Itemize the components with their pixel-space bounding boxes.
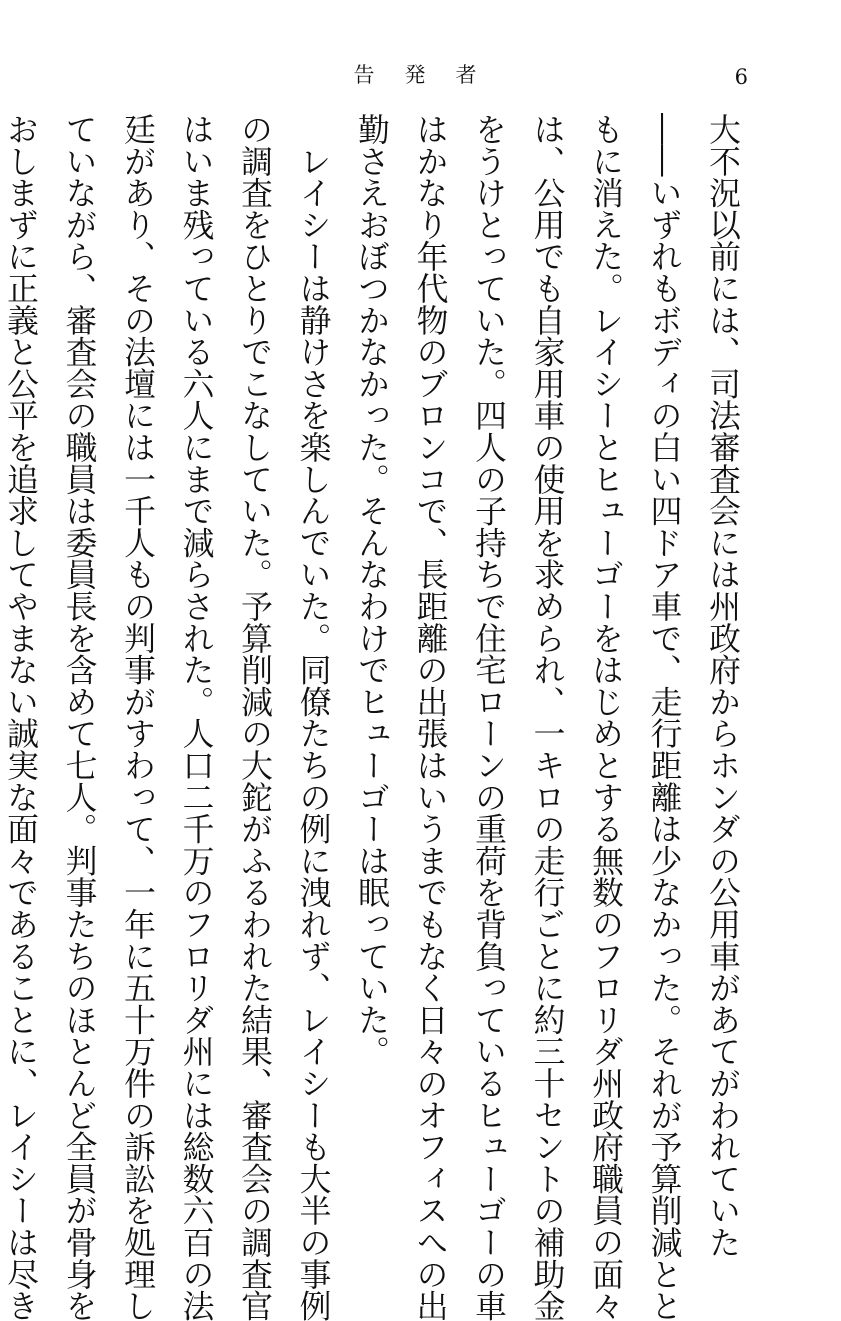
text-column: ――いずれもボディの白い四ドア車で、走行距離は少なかった。それが予算削減とと bbox=[645, 113, 683, 1321]
text-column: はいま残っている六人にまで減らされた。人口二千万のフロリダ州には総数六百の法 bbox=[177, 113, 215, 1321]
text-column: レイシーは静けさを楽しんでいた。同僚たちの例に洩れず、レイシーも大半の事例 bbox=[294, 113, 332, 1321]
text-column: 廷があり、その法壇には一千人もの判事がすわって、一年に五十万件の訴訟を処理し bbox=[119, 113, 156, 1321]
text-column: おしまずに正義と公平を追求してやまない誠実な面々であることに、レイシーは尽き bbox=[2, 113, 39, 1321]
text-column: 勤さえおぼつかなかった。そんなわけでヒューゴーは眠っていた。 bbox=[353, 113, 390, 1067]
text-column: 大不況以前には、司法審査会には州政府からホンダの公用車があてがわれていた bbox=[704, 113, 741, 1258]
text-column: はかなり年代物のブロンコで、長距離の出張はいうまでもなく日々のオフィスへの出 bbox=[411, 113, 449, 1321]
text-column: は、公用でも自家用車の使用を求められ、一キロの走行ごとに約三十セントの補助金 bbox=[528, 113, 566, 1321]
text-column: の調査をひとりでこなしていた。予算削減の大鉈がふるわれた結果、審査会の調査官 bbox=[236, 113, 273, 1321]
text-column: もに消えた。レイシーとヒューゴーをはじめとする無数のフロリダ州政府職員の面々 bbox=[587, 113, 624, 1321]
text-column: ていながら、審査会の職員は委員長を含めて七人。判事たちのほとんど全員が骨身を bbox=[60, 113, 98, 1321]
running-head-title: 告発者 bbox=[353, 63, 507, 87]
text-column: をうけとっていた。四人の子持ちで住宅ローンの重荷を背負っているヒューゴーの車 bbox=[470, 113, 507, 1321]
page-number: 6 bbox=[734, 65, 748, 89]
body-text bbox=[2, 113, 751, 1321]
